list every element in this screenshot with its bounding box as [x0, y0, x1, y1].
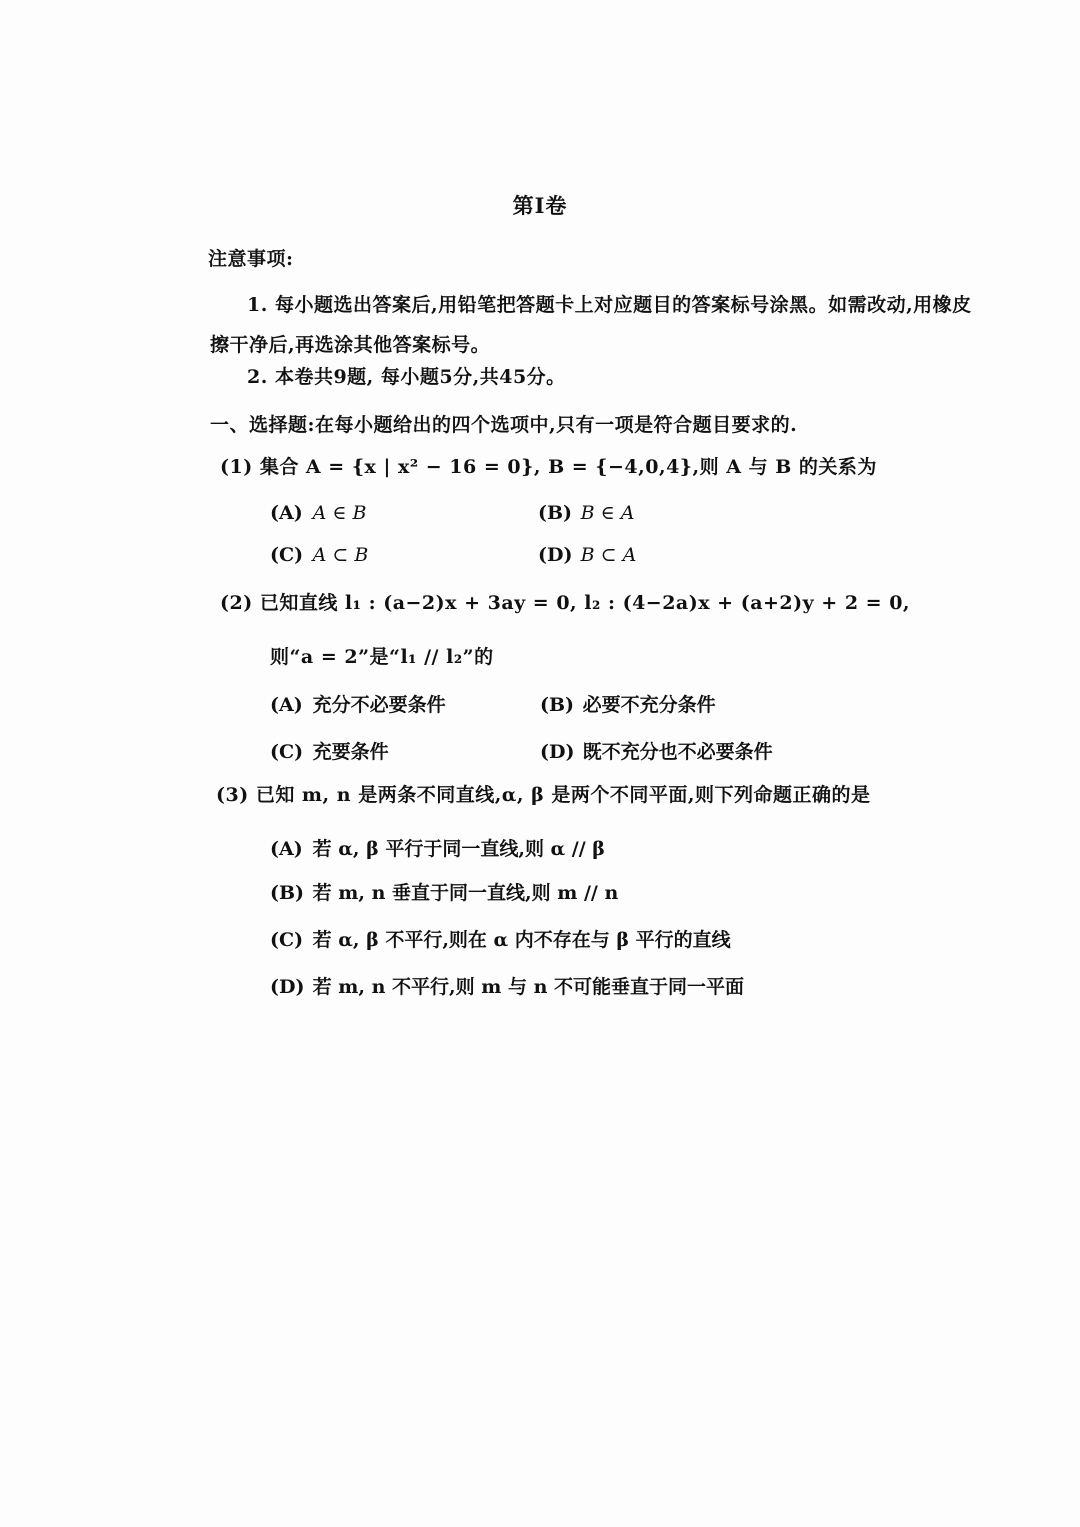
option-text: 若 m, n 不平行,则 m 与 n 不可能垂直于同一平面: [312, 976, 744, 998]
question-2-option-d: [540, 737, 773, 764]
question-2-option-b: [540, 690, 716, 717]
option-label: (A): [270, 502, 303, 524]
question-2-stem: (2) 已知直线 l₁ : (a−2)x + 3ay = 0, l₂ : (4−2a)x + (a+2)y + 2 = 0,: [220, 592, 911, 614]
option-label: (B): [270, 882, 305, 904]
option-label: (D): [270, 976, 305, 998]
option-label: (D): [538, 544, 573, 566]
notice-item-2: 2. 本卷共9题, 每小题5分,共45分。: [247, 366, 566, 388]
option-text: 若 m, n 垂直于同一直线,则 m // n: [312, 882, 619, 904]
option-label: (C): [270, 544, 304, 566]
option-text: B ∈ A: [580, 502, 635, 524]
question-1-option-a: [270, 502, 366, 524]
question-3-option-b: [270, 878, 618, 905]
option-text: 充分不必要条件: [312, 694, 446, 716]
notice-heading: 注意事项:: [208, 248, 294, 270]
option-text: B ⊂ A: [580, 544, 637, 566]
option-text: 充要条件: [312, 741, 389, 763]
question-1-option-d: [538, 544, 636, 566]
question-2-option-c: [270, 737, 389, 764]
option-text: 若 α, β 平行于同一直线,则 α // β: [312, 838, 605, 860]
option-text: 既不充分也不必要条件: [582, 741, 773, 763]
question-3-stem: (3) 已知 m, n 是两条不同直线,α, β 是两个不同平面,则下列命题正确的是: [216, 784, 871, 806]
option-text: A ∈ B: [312, 502, 367, 524]
question-3-option-a: [270, 834, 605, 861]
notice-item-1-line-2: 擦干净后,再选涂其他答案标号。: [210, 334, 491, 356]
notice-item-1-line-1: 1. 每小题选出答案后,用铅笔把答题卡上对应题目的答案标号涂黑。如需改动,用橡皮: [247, 294, 972, 316]
option-label: (D): [540, 741, 575, 763]
option-label: (C): [270, 929, 304, 951]
question-2-stem-continued: 则“a = 2”是“l₁ // l₂”的: [270, 646, 494, 668]
option-label: (A): [270, 838, 303, 860]
question-1-option-c: [270, 544, 368, 566]
option-text: 必要不充分条件: [582, 694, 716, 716]
option-text: 若 α, β 不平行,则在 α 内不存在与 β 平行的直线: [312, 929, 731, 951]
question-1-stem: (1) 集合 A = {x | x² − 16 = 0}, B = {−4,0,4},则 A 与 B 的关系为: [220, 456, 877, 478]
question-2-option-a: [270, 690, 446, 717]
question-3-option-d: [270, 972, 744, 999]
question-3-option-c: [270, 925, 731, 952]
option-label: (B): [540, 694, 575, 716]
option-label: (C): [270, 741, 304, 763]
option-label: (B): [538, 502, 573, 524]
option-label: (A): [270, 694, 303, 716]
question-1-option-b: [538, 502, 634, 524]
option-text: A ⊂ B: [312, 544, 369, 566]
section-heading: 一、选择题:在每小题给出的四个选项中,只有一项是符合题目要求的.: [210, 414, 798, 436]
page-title: 第Ⅰ卷: [512, 193, 568, 218]
